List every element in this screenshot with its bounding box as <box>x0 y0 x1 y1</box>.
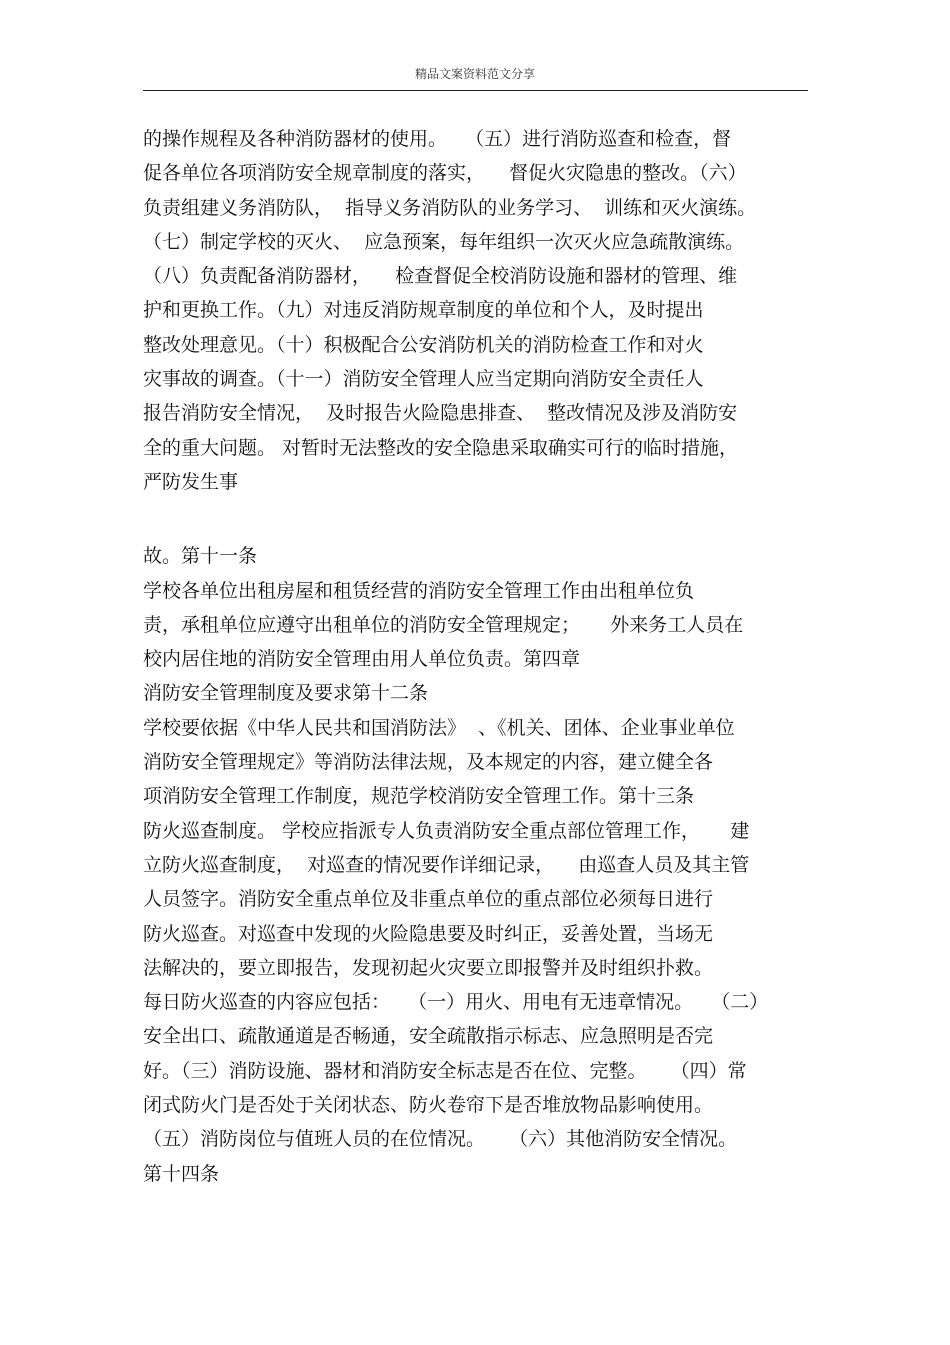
text-line: 人员签字。消防安全重点单位及非重点单位的重点部位必须每日进行 <box>143 888 714 911</box>
text-line: （八）负责配备消防器材， 检查督促全校消防设施和器材的管理、维 <box>143 265 738 288</box>
text-line: 校内居住地的消防安全管理由用人单位负责。第四章 <box>143 648 581 671</box>
text-line: 防火巡查制度。 学校应指派专人负责消防安全重点部位管理工作， 建 <box>143 819 750 842</box>
text-line: 学校要依据《中华人民共和国消防法》 、《机关、团体、企业事业单位 <box>143 716 735 739</box>
text-line: 安全出口、疏散通道是否畅通，安全疏散指示标志、应急照明是否完 <box>143 1025 714 1048</box>
text-line: 防火巡查。对巡查中发现的火险隐患要及时纠正，妥善处置，当场无 <box>143 922 714 945</box>
text-line: 故。第十一条 <box>143 545 258 568</box>
text-line: 负责组建义务消防队， 指导义务消防队的业务学习、 训练和灭火演练。 <box>143 196 757 219</box>
text-line: 消防安全管理规定》等消防法律法规，及本规定的内容，建立健全各 <box>143 751 714 774</box>
text-line: 项消防安全管理工作制度，规范学校消防安全管理工作。第十三条 <box>143 785 695 808</box>
text-line: 促各单位各项消防安全规章制度的落实， 督促火灾隐患的整改。（六） <box>143 162 747 185</box>
text-line: 好。（三）消防设施、器材和消防安全标志是否在位、完整。 （四）常 <box>143 1059 747 1082</box>
text-line: 灾事故的调查。（十一）消防安全管理人应当定期向消防安全责任人 <box>143 368 704 391</box>
header-divider <box>143 90 808 91</box>
document-body <box>143 122 813 1191</box>
text-line: （七）制定学校的灭火、 应急预案，每年组织一次灭火应急疏散演练。 <box>143 230 745 253</box>
text-line: 消防安全管理制度及要求第十二条 <box>143 682 429 705</box>
page-header-title: 精品文案资料范文分享 <box>414 67 535 81</box>
text-line: 的操作规程及各种消防器材的使用。 （五）进行消防巡查和检查，督 <box>143 128 732 150</box>
blank-line <box>143 499 813 539</box>
text-line: 闭式防火门是否处于关闭状态、防火卷帘下是否堆放物品影响使用。 <box>143 1094 714 1117</box>
text-line: 第十四条 <box>143 1162 220 1185</box>
text-line: 立防火巡查制度， 对巡查的情况要作详细记录， 由巡查人员及其主管 <box>143 853 750 876</box>
text-line: 护和更换工作。（九）对违反消防规章制度的单位和个人，及时提出 <box>143 299 704 322</box>
text-line: 每日防火巡查的内容应包括： （一）用火、用电有无违章情况。 （二） <box>143 991 769 1014</box>
text-line: 严防发生事 <box>143 470 239 493</box>
text-line: 全的重大问题。 对暂时无法整改的安全隐患采取确实可行的临时措施， <box>143 436 739 459</box>
text-line: 法解决的，要立即报告，发现初起火灾要立即报警并及时组织扑救。 <box>143 956 714 979</box>
text-line: 责，承租单位应遵守出租单位的消防安全管理规定； 外来务工人员在 <box>143 613 744 636</box>
text-line: （五）消防岗位与值班人员的在位情况。 （六）其他消防安全情况。 <box>143 1128 738 1151</box>
text-line: 整改处理意见。（十）积极配合公安消防机关的消防检查工作和对火 <box>143 333 704 356</box>
text-line: 报告消防安全情况， 及时报告火险隐患排查、 整改情况及涉及消防安 <box>143 402 738 425</box>
text-line: 学校各单位出租房屋和租赁经营的消防安全管理工作由出租单位负 <box>143 579 695 602</box>
